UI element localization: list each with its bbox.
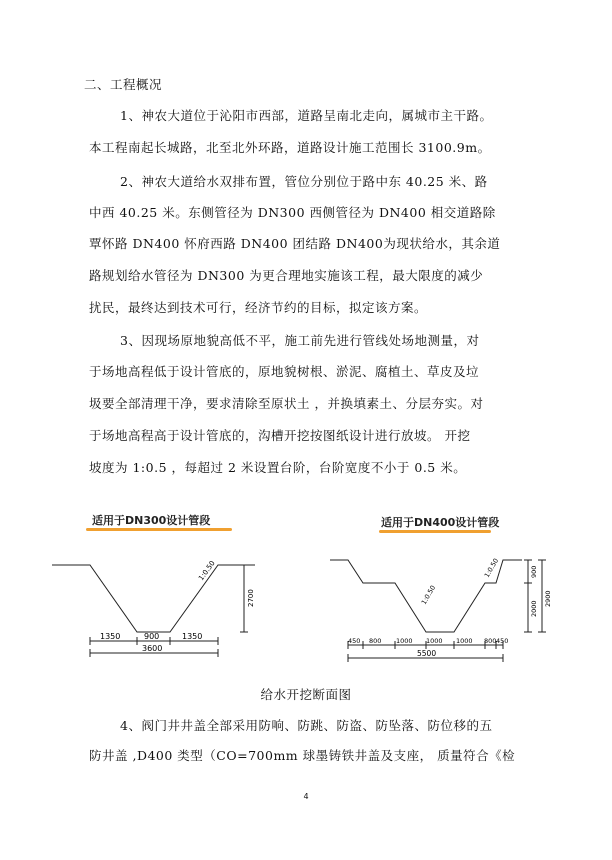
paragraph-2-line-4: 路规划给水管径为 DN300 为更合理地实施该工程，最大限度的减少 [89,268,484,283]
left-slope-label: 1:0.50 [197,559,217,583]
paragraph-4-line-1: 4、阀门井井盖全部采用防响、防跳、防盗、防坠落、防位移的五 [120,718,493,733]
paragraph-1-line-1: 1、神农大道位于沁阳市西部，道路呈南北走向，属城市主干路。 [120,108,493,123]
figure-left-label: 适用于DN300设计管段 [92,514,211,527]
figure-right-label-underline [379,530,491,533]
right-dim-total: 5500 [417,649,437,658]
left-dim-total: 3600 [142,644,163,653]
figure-left-label-underline [86,528,232,531]
paragraph-3-line-1: 3、因现场原地貌高低不平，施工前先进行管线处场地测量，对 [120,333,480,348]
right-dim-1: 450 [348,637,361,645]
right-depth-total: 2900 [544,590,552,607]
right-dim-2: 800 [369,637,382,645]
paragraph-3-line-2: 于场地高程低于设计管底的，原地貌树根、淤泥、腐植土、草皮及垃 [89,364,480,379]
paragraph-2-line-1: 2、神农大道给水双排布置，管位分别位于路中东 40.25 米、路 [120,174,488,189]
trench-section-dn400 [320,545,560,670]
paragraph-3-line-5: 坡度为 1:0.5 ，每超过 2 米设置台阶，台阶宽度不小于 0.5 米。 [89,460,467,475]
right-dim-4: 1000 [426,637,443,645]
paragraph-2-line-3: 覃怀路 DN400 怀府西路 DN400 团结路 DN400为现状给水，其余道 [89,236,501,251]
page-number: 4 [303,792,309,801]
right-dim-5: 1000 [456,637,473,645]
paragraph-3-line-3: 圾要全部清理干净，要求清除至原状土 ，并换填素土、分层夯实。对 [89,396,484,411]
right-dim-3: 1000 [396,637,413,645]
left-dim-1: 1350 [100,632,121,641]
left-depth-label: 2700 [247,589,255,607]
left-dim-2: 900 [144,632,160,641]
figure-caption: 给水开挖断面图 [260,687,352,702]
left-dim-3: 1350 [182,632,203,641]
right-depth-bottom: 2000 [530,600,538,617]
figure-right-label: 适用于DN400设计管段 [381,516,500,529]
section-title: 二、工程概况 [84,77,163,92]
right-dim-7: 450 [496,637,509,645]
trench-section-dn300 [50,545,265,665]
right-depth-top: 900 [530,565,538,578]
paragraph-1-line-2: 本工程南起长城路，北至北外环路，道路设计施工范围长 3100.9m。 [89,140,491,155]
right-dim-6: 800 [484,637,497,645]
paragraph-2-line-5: 扰民，最终达到技术可行，经济节约的目标，拟定该方案。 [89,300,428,315]
right-slope-label-right: 1:0.50 [482,556,501,579]
paragraph-3-line-4: 于场地高程高于设计管底的，沟槽开挖按图纸设计进行放坡。 开挖 [89,428,471,443]
right-slope-label-left: 1:0.50 [419,583,438,606]
paragraph-4-line-2: 防井盖 ,D400 类型（CO=700mm 球墨铸铁井盖及支座， 质量符合《检 [89,748,516,763]
paragraph-2-line-2: 中西 40.25 米。东侧管径为 DN300 西侧管径为 DN400 相交道路除 [89,205,496,220]
